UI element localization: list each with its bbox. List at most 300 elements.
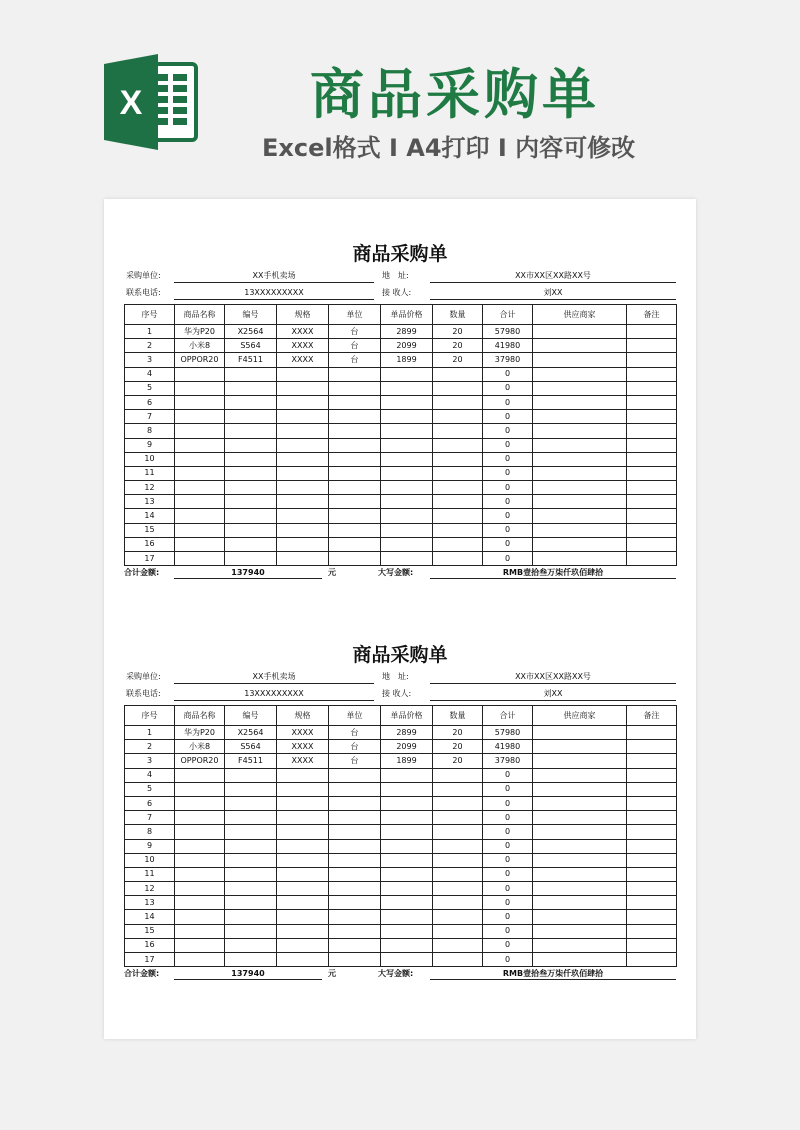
table-cell[interactable] bbox=[381, 853, 433, 867]
table-cell[interactable] bbox=[225, 839, 277, 853]
table-cell[interactable] bbox=[329, 853, 381, 867]
table-cell[interactable] bbox=[277, 410, 329, 424]
table-cell[interactable]: 9 bbox=[125, 839, 175, 853]
table-cell[interactable] bbox=[175, 953, 225, 967]
table-cell[interactable] bbox=[433, 523, 483, 537]
table-cell[interactable] bbox=[381, 938, 433, 952]
table-cell[interactable] bbox=[277, 853, 329, 867]
table-cell[interactable]: 15 bbox=[125, 924, 175, 938]
table-cell[interactable]: 15 bbox=[125, 523, 175, 537]
table-cell[interactable] bbox=[277, 768, 329, 782]
table-cell[interactable] bbox=[627, 825, 677, 839]
table-cell[interactable] bbox=[225, 537, 277, 551]
table-cell[interactable]: 0 bbox=[483, 924, 533, 938]
table-cell[interactable] bbox=[627, 495, 677, 509]
table-cell[interactable]: 9 bbox=[125, 438, 175, 452]
table-cell[interactable]: 41980 bbox=[483, 740, 533, 754]
table-cell[interactable] bbox=[277, 811, 329, 825]
table-cell[interactable]: 华为P20 bbox=[175, 325, 225, 339]
table-cell[interactable] bbox=[533, 523, 627, 537]
table-cell[interactable] bbox=[627, 896, 677, 910]
table-cell[interactable] bbox=[533, 424, 627, 438]
table-cell[interactable] bbox=[533, 938, 627, 952]
table-cell[interactable] bbox=[533, 839, 627, 853]
table-cell[interactable] bbox=[433, 367, 483, 381]
table-cell[interactable] bbox=[277, 466, 329, 480]
table-cell[interactable] bbox=[175, 867, 225, 881]
table-cell[interactable] bbox=[533, 395, 627, 409]
table-cell[interactable]: 台 bbox=[329, 339, 381, 353]
table-cell[interactable]: 11 bbox=[125, 867, 175, 881]
table-cell[interactable] bbox=[329, 839, 381, 853]
table-cell[interactable] bbox=[433, 552, 483, 566]
table-cell[interactable]: 2 bbox=[125, 339, 175, 353]
table-cell[interactable] bbox=[277, 938, 329, 952]
phone-value[interactable]: 13XXXXXXXXX bbox=[174, 286, 374, 300]
table-cell[interactable] bbox=[175, 768, 225, 782]
table-cell[interactable] bbox=[533, 537, 627, 551]
table-cell[interactable] bbox=[277, 910, 329, 924]
table-cell[interactable] bbox=[329, 381, 381, 395]
table-cell[interactable]: 20 bbox=[433, 325, 483, 339]
table-cell[interactable]: 0 bbox=[483, 882, 533, 896]
table-cell[interactable] bbox=[627, 740, 677, 754]
table-cell[interactable]: X2564 bbox=[225, 726, 277, 740]
table-cell[interactable]: 11 bbox=[125, 466, 175, 480]
table-cell[interactable] bbox=[329, 768, 381, 782]
table-cell[interactable] bbox=[175, 552, 225, 566]
table-cell[interactable]: XXXX bbox=[277, 339, 329, 353]
table-cell[interactable]: 0 bbox=[483, 537, 533, 551]
table-cell[interactable]: OPPOR20 bbox=[175, 353, 225, 367]
table-cell[interactable]: 台 bbox=[329, 325, 381, 339]
table-cell[interactable] bbox=[533, 509, 627, 523]
table-cell[interactable]: 13 bbox=[125, 896, 175, 910]
table-cell[interactable] bbox=[329, 495, 381, 509]
table-cell[interactable] bbox=[277, 537, 329, 551]
table-cell[interactable] bbox=[533, 853, 627, 867]
table-cell[interactable] bbox=[433, 424, 483, 438]
table-cell[interactable]: X2564 bbox=[225, 325, 277, 339]
table-cell[interactable] bbox=[225, 481, 277, 495]
table-cell[interactable] bbox=[225, 495, 277, 509]
table-cell[interactable] bbox=[329, 509, 381, 523]
table-cell[interactable]: 0 bbox=[483, 495, 533, 509]
table-cell[interactable] bbox=[533, 867, 627, 881]
table-cell[interactable] bbox=[225, 466, 277, 480]
table-cell[interactable]: 7 bbox=[125, 811, 175, 825]
table-cell[interactable] bbox=[329, 552, 381, 566]
table-cell[interactable] bbox=[627, 438, 677, 452]
table-cell[interactable] bbox=[175, 537, 225, 551]
table-cell[interactable] bbox=[433, 938, 483, 952]
table-cell[interactable]: 台 bbox=[329, 754, 381, 768]
table-cell[interactable] bbox=[381, 410, 433, 424]
table-cell[interactable] bbox=[627, 782, 677, 796]
table-cell[interactable]: 2899 bbox=[381, 325, 433, 339]
table-cell[interactable]: 台 bbox=[329, 740, 381, 754]
table-cell[interactable]: 20 bbox=[433, 754, 483, 768]
table-cell[interactable] bbox=[381, 796, 433, 810]
table-cell[interactable]: 20 bbox=[433, 740, 483, 754]
table-cell[interactable] bbox=[175, 367, 225, 381]
table-cell[interactable] bbox=[433, 410, 483, 424]
table-cell[interactable]: 4 bbox=[125, 768, 175, 782]
phone-value[interactable]: 13XXXXXXXXX bbox=[174, 687, 374, 701]
table-cell[interactable] bbox=[533, 754, 627, 768]
table-cell[interactable] bbox=[627, 910, 677, 924]
table-cell[interactable]: 14 bbox=[125, 509, 175, 523]
table-cell[interactable] bbox=[225, 853, 277, 867]
table-cell[interactable] bbox=[433, 466, 483, 480]
table-cell[interactable]: 0 bbox=[483, 552, 533, 566]
table-cell[interactable] bbox=[225, 367, 277, 381]
table-cell[interactable] bbox=[433, 839, 483, 853]
table-cell[interactable] bbox=[433, 867, 483, 881]
table-cell[interactable]: 41980 bbox=[483, 339, 533, 353]
table-cell[interactable] bbox=[175, 839, 225, 853]
table-cell[interactable]: 0 bbox=[483, 466, 533, 480]
table-cell[interactable]: 14 bbox=[125, 910, 175, 924]
table-cell[interactable]: 0 bbox=[483, 896, 533, 910]
table-cell[interactable]: 20 bbox=[433, 726, 483, 740]
table-cell[interactable]: F4511 bbox=[225, 754, 277, 768]
table-cell[interactable]: 0 bbox=[483, 509, 533, 523]
table-cell[interactable]: 3 bbox=[125, 353, 175, 367]
table-cell[interactable] bbox=[225, 924, 277, 938]
table-cell[interactable]: 2 bbox=[125, 740, 175, 754]
table-cell[interactable]: 6 bbox=[125, 796, 175, 810]
table-cell[interactable] bbox=[225, 811, 277, 825]
table-cell[interactable] bbox=[627, 381, 677, 395]
table-cell[interactable] bbox=[329, 523, 381, 537]
table-cell[interactable] bbox=[533, 882, 627, 896]
table-cell[interactable] bbox=[381, 924, 433, 938]
table-cell[interactable] bbox=[627, 339, 677, 353]
table-cell[interactable] bbox=[225, 424, 277, 438]
table-cell[interactable]: 0 bbox=[483, 867, 533, 881]
table-cell[interactable] bbox=[225, 867, 277, 881]
table-cell[interactable] bbox=[381, 537, 433, 551]
table-cell[interactable]: XXXX bbox=[277, 740, 329, 754]
table-cell[interactable] bbox=[627, 839, 677, 853]
table-cell[interactable]: S564 bbox=[225, 740, 277, 754]
table-cell[interactable] bbox=[277, 896, 329, 910]
table-cell[interactable] bbox=[175, 381, 225, 395]
table-cell[interactable] bbox=[225, 452, 277, 466]
table-cell[interactable]: 10 bbox=[125, 452, 175, 466]
table-cell[interactable]: XXXX bbox=[277, 353, 329, 367]
table-cell[interactable] bbox=[277, 825, 329, 839]
table-cell[interactable] bbox=[627, 481, 677, 495]
table-cell[interactable]: 小米8 bbox=[175, 339, 225, 353]
table-cell[interactable]: 20 bbox=[433, 339, 483, 353]
table-cell[interactable] bbox=[533, 552, 627, 566]
table-cell[interactable] bbox=[627, 424, 677, 438]
table-cell[interactable] bbox=[225, 938, 277, 952]
table-cell[interactable] bbox=[533, 466, 627, 480]
table-cell[interactable] bbox=[433, 481, 483, 495]
table-cell[interactable] bbox=[627, 410, 677, 424]
table-cell[interactable]: 3 bbox=[125, 754, 175, 768]
table-cell[interactable] bbox=[381, 867, 433, 881]
table-cell[interactable] bbox=[381, 495, 433, 509]
table-cell[interactable] bbox=[381, 839, 433, 853]
table-cell[interactable]: 8 bbox=[125, 424, 175, 438]
table-cell[interactable]: 0 bbox=[483, 438, 533, 452]
table-cell[interactable] bbox=[627, 367, 677, 381]
table-cell[interactable] bbox=[225, 381, 277, 395]
table-cell[interactable]: 20 bbox=[433, 353, 483, 367]
table-cell[interactable] bbox=[381, 367, 433, 381]
table-cell[interactable] bbox=[433, 495, 483, 509]
table-cell[interactable]: 12 bbox=[125, 481, 175, 495]
table-cell[interactable] bbox=[533, 811, 627, 825]
table-cell[interactable] bbox=[627, 853, 677, 867]
table-cell[interactable] bbox=[381, 381, 433, 395]
table-cell[interactable]: 8 bbox=[125, 825, 175, 839]
table-cell[interactable] bbox=[627, 537, 677, 551]
table-cell[interactable]: F4511 bbox=[225, 353, 277, 367]
table-cell[interactable] bbox=[381, 523, 433, 537]
table-cell[interactable]: 华为P20 bbox=[175, 726, 225, 740]
table-cell[interactable]: 17 bbox=[125, 552, 175, 566]
table-cell[interactable] bbox=[381, 509, 433, 523]
table-cell[interactable] bbox=[277, 552, 329, 566]
table-cell[interactable] bbox=[329, 953, 381, 967]
table-cell[interactable]: 16 bbox=[125, 938, 175, 952]
table-cell[interactable]: 0 bbox=[483, 424, 533, 438]
table-cell[interactable]: 16 bbox=[125, 537, 175, 551]
table-cell[interactable] bbox=[277, 367, 329, 381]
address-value[interactable]: XX市XX区XX路XX号 bbox=[430, 269, 676, 283]
table-cell[interactable] bbox=[329, 938, 381, 952]
table-cell[interactable]: 小米8 bbox=[175, 740, 225, 754]
table-cell[interactable] bbox=[533, 796, 627, 810]
table-cell[interactable] bbox=[277, 953, 329, 967]
table-cell[interactable] bbox=[433, 782, 483, 796]
table-cell[interactable] bbox=[175, 424, 225, 438]
receiver-value[interactable]: 刘XX bbox=[430, 286, 676, 300]
table-cell[interactable] bbox=[225, 768, 277, 782]
buyer-value[interactable]: XX手机卖场 bbox=[174, 670, 374, 684]
table-cell[interactable] bbox=[433, 910, 483, 924]
table-cell[interactable] bbox=[175, 811, 225, 825]
table-cell[interactable] bbox=[433, 853, 483, 867]
table-cell[interactable]: 0 bbox=[483, 796, 533, 810]
table-cell[interactable] bbox=[329, 481, 381, 495]
table-cell[interactable] bbox=[277, 452, 329, 466]
table-cell[interactable] bbox=[381, 910, 433, 924]
address-value[interactable]: XX市XX区XX路XX号 bbox=[430, 670, 676, 684]
table-cell[interactable] bbox=[627, 953, 677, 967]
table-cell[interactable] bbox=[533, 438, 627, 452]
table-cell[interactable] bbox=[533, 896, 627, 910]
table-cell[interactable]: 2899 bbox=[381, 726, 433, 740]
table-cell[interactable]: 1 bbox=[125, 726, 175, 740]
table-cell[interactable] bbox=[175, 896, 225, 910]
table-cell[interactable] bbox=[627, 452, 677, 466]
table-cell[interactable]: 6 bbox=[125, 395, 175, 409]
table-cell[interactable]: 0 bbox=[483, 481, 533, 495]
table-cell[interactable] bbox=[175, 825, 225, 839]
table-cell[interactable] bbox=[433, 953, 483, 967]
table-cell[interactable] bbox=[533, 910, 627, 924]
table-cell[interactable] bbox=[433, 882, 483, 896]
table-cell[interactable] bbox=[329, 811, 381, 825]
table-cell[interactable] bbox=[533, 782, 627, 796]
table-cell[interactable] bbox=[225, 552, 277, 566]
table-cell[interactable] bbox=[433, 796, 483, 810]
table-cell[interactable] bbox=[381, 953, 433, 967]
table-cell[interactable] bbox=[533, 481, 627, 495]
table-cell[interactable] bbox=[175, 410, 225, 424]
table-cell[interactable] bbox=[225, 438, 277, 452]
table-cell[interactable] bbox=[175, 796, 225, 810]
table-cell[interactable] bbox=[627, 395, 677, 409]
table-cell[interactable] bbox=[381, 896, 433, 910]
table-cell[interactable] bbox=[225, 395, 277, 409]
table-cell[interactable] bbox=[533, 924, 627, 938]
table-cell[interactable] bbox=[175, 495, 225, 509]
table-cell[interactable] bbox=[533, 353, 627, 367]
table-cell[interactable] bbox=[175, 395, 225, 409]
table-cell[interactable] bbox=[533, 726, 627, 740]
table-cell[interactable] bbox=[175, 481, 225, 495]
table-cell[interactable]: 0 bbox=[483, 410, 533, 424]
table-cell[interactable] bbox=[329, 910, 381, 924]
table-cell[interactable] bbox=[329, 466, 381, 480]
table-cell[interactable]: 0 bbox=[483, 953, 533, 967]
table-cell[interactable] bbox=[433, 768, 483, 782]
table-cell[interactable] bbox=[627, 726, 677, 740]
table-cell[interactable] bbox=[627, 924, 677, 938]
buyer-value[interactable]: XX手机卖场 bbox=[174, 269, 374, 283]
table-cell[interactable] bbox=[329, 452, 381, 466]
table-cell[interactable] bbox=[627, 353, 677, 367]
table-cell[interactable] bbox=[627, 523, 677, 537]
table-cell[interactable] bbox=[175, 924, 225, 938]
table-cell[interactable] bbox=[627, 325, 677, 339]
table-cell[interactable]: 4 bbox=[125, 367, 175, 381]
table-cell[interactable] bbox=[225, 523, 277, 537]
table-cell[interactable] bbox=[533, 495, 627, 509]
table-cell[interactable] bbox=[225, 953, 277, 967]
table-cell[interactable] bbox=[329, 395, 381, 409]
table-cell[interactable]: XXXX bbox=[277, 754, 329, 768]
table-cell[interactable]: 2099 bbox=[381, 740, 433, 754]
table-cell[interactable] bbox=[533, 953, 627, 967]
table-cell[interactable]: 台 bbox=[329, 726, 381, 740]
table-cell[interactable]: 0 bbox=[483, 768, 533, 782]
table-cell[interactable] bbox=[533, 410, 627, 424]
table-cell[interactable] bbox=[381, 782, 433, 796]
table-cell[interactable] bbox=[381, 768, 433, 782]
table-cell[interactable]: 1 bbox=[125, 325, 175, 339]
table-cell[interactable]: 0 bbox=[483, 853, 533, 867]
table-cell[interactable] bbox=[329, 424, 381, 438]
table-cell[interactable] bbox=[175, 910, 225, 924]
table-cell[interactable] bbox=[277, 523, 329, 537]
table-cell[interactable] bbox=[627, 466, 677, 480]
table-cell[interactable]: 57980 bbox=[483, 726, 533, 740]
total-value[interactable]: 137940 bbox=[174, 967, 322, 980]
table-cell[interactable] bbox=[329, 782, 381, 796]
table-cell[interactable]: 17 bbox=[125, 953, 175, 967]
table-cell[interactable] bbox=[329, 796, 381, 810]
table-cell[interactable] bbox=[381, 825, 433, 839]
table-cell[interactable] bbox=[329, 867, 381, 881]
table-cell[interactable]: 0 bbox=[483, 910, 533, 924]
table-cell[interactable] bbox=[277, 495, 329, 509]
table-cell[interactable]: 0 bbox=[483, 839, 533, 853]
table-cell[interactable] bbox=[433, 811, 483, 825]
table-cell[interactable] bbox=[533, 339, 627, 353]
table-cell[interactable] bbox=[381, 395, 433, 409]
table-cell[interactable]: 0 bbox=[483, 523, 533, 537]
table-cell[interactable] bbox=[533, 367, 627, 381]
table-cell[interactable] bbox=[627, 552, 677, 566]
table-cell[interactable] bbox=[329, 896, 381, 910]
table-cell[interactable] bbox=[175, 452, 225, 466]
table-cell[interactable] bbox=[277, 438, 329, 452]
table-cell[interactable]: 37980 bbox=[483, 754, 533, 768]
table-cell[interactable]: 0 bbox=[483, 452, 533, 466]
table-cell[interactable] bbox=[277, 867, 329, 881]
table-cell[interactable] bbox=[381, 552, 433, 566]
table-cell[interactable] bbox=[433, 924, 483, 938]
table-cell[interactable]: 1899 bbox=[381, 353, 433, 367]
table-cell[interactable] bbox=[277, 839, 329, 853]
table-cell[interactable] bbox=[329, 367, 381, 381]
table-cell[interactable] bbox=[381, 466, 433, 480]
table-cell[interactable] bbox=[225, 896, 277, 910]
table-cell[interactable] bbox=[533, 381, 627, 395]
table-cell[interactable] bbox=[433, 381, 483, 395]
upper-value[interactable]: RMB壹拾叁万柒仟玖佰肆拾 bbox=[430, 566, 676, 579]
table-cell[interactable] bbox=[433, 438, 483, 452]
table-cell[interactable] bbox=[329, 924, 381, 938]
table-cell[interactable] bbox=[381, 882, 433, 896]
upper-value[interactable]: RMB壹拾叁万柒仟玖佰肆拾 bbox=[430, 967, 676, 980]
table-cell[interactable] bbox=[277, 481, 329, 495]
table-cell[interactable]: S564 bbox=[225, 339, 277, 353]
table-cell[interactable] bbox=[329, 438, 381, 452]
table-cell[interactable] bbox=[627, 768, 677, 782]
table-cell[interactable] bbox=[175, 882, 225, 896]
table-cell[interactable] bbox=[225, 782, 277, 796]
table-cell[interactable] bbox=[627, 882, 677, 896]
table-cell[interactable] bbox=[175, 438, 225, 452]
table-cell[interactable] bbox=[225, 910, 277, 924]
table-cell[interactable] bbox=[225, 882, 277, 896]
table-cell[interactable] bbox=[533, 768, 627, 782]
table-cell[interactable] bbox=[175, 523, 225, 537]
table-cell[interactable] bbox=[627, 938, 677, 952]
table-cell[interactable] bbox=[277, 395, 329, 409]
table-cell[interactable] bbox=[175, 853, 225, 867]
receiver-value[interactable]: 刘XX bbox=[430, 687, 676, 701]
table-cell[interactable]: 0 bbox=[483, 395, 533, 409]
table-cell[interactable] bbox=[381, 811, 433, 825]
table-cell[interactable]: 2099 bbox=[381, 339, 433, 353]
table-cell[interactable] bbox=[433, 825, 483, 839]
table-cell[interactable] bbox=[533, 325, 627, 339]
table-cell[interactable] bbox=[433, 452, 483, 466]
table-cell[interactable]: 5 bbox=[125, 782, 175, 796]
table-cell[interactable] bbox=[277, 796, 329, 810]
table-cell[interactable] bbox=[225, 825, 277, 839]
